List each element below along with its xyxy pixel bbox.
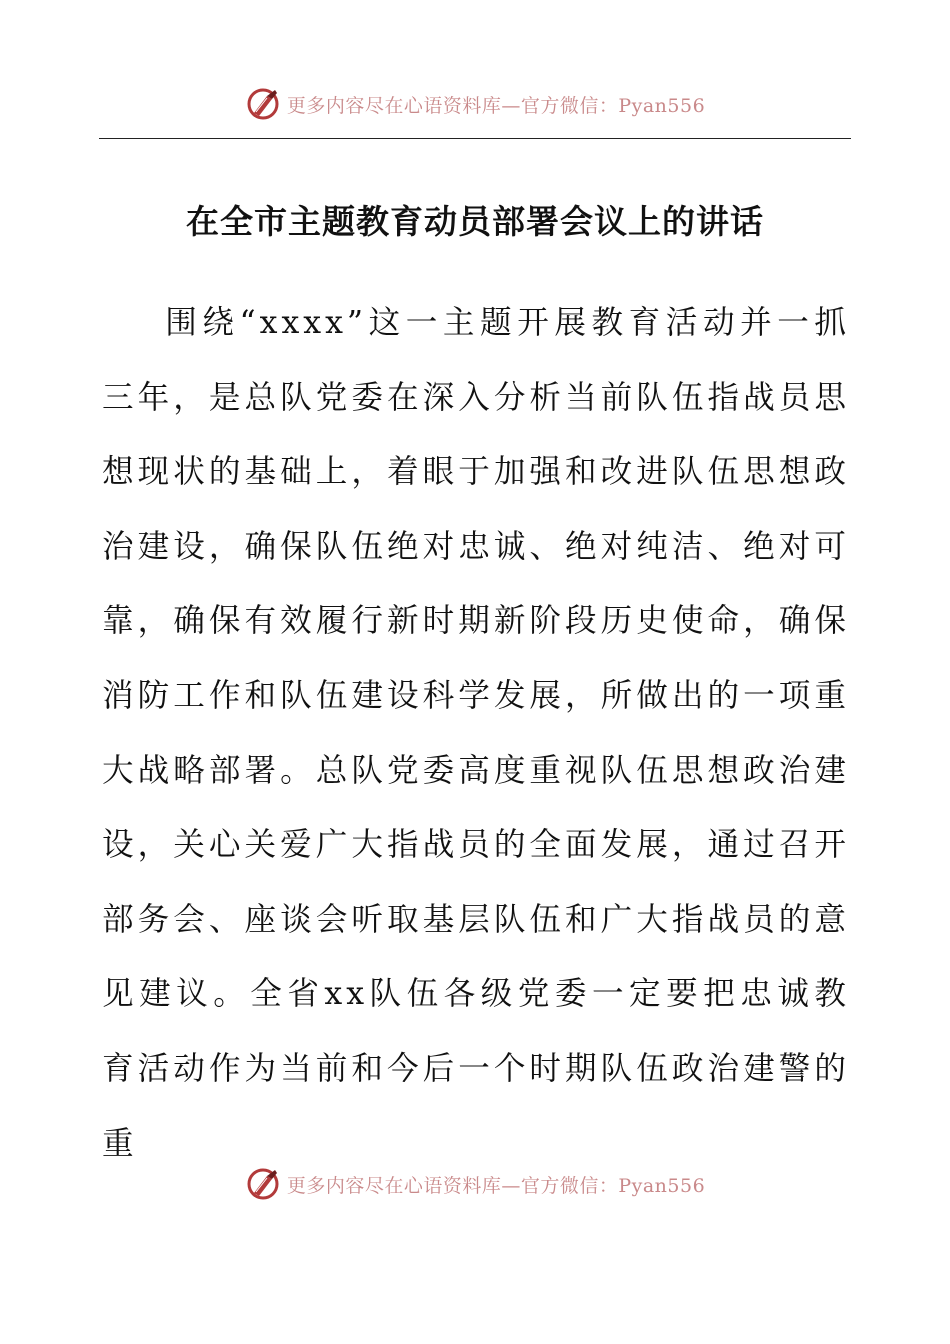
- document-title: 在全市主题教育动员部署会议上的讲话: [186, 202, 764, 241]
- footer-banner: [0, 1164, 950, 1204]
- header-divider: [99, 138, 851, 139]
- body-paragraph: 围绕“xxxx”这一主题开展教育活动并一抓三年，是总队党委在深入分析当前队伍指战员思想现状的基础上，着眼于加强和改进队伍思想政治建设，确保队伍绝对忠诚、绝对纯洁、绝对可靠，确保有效履行新时期新阶段历史使命，确保消防工作和队伍建设科学发展，所做出的一项重大战略部署。总队党委高度重视队伍思想政治建设，关心关爱广大指战员的全面发展，通过召开部务会、座谈会听取基层队伍和广大指战员的意见建议。全省xx队伍各级党委一定要把忠诚教育活动作为当前和今后一个时期队伍政治建警的重: [102, 305, 850, 1162]
- header-banner-text: 更多内容尽在心语资料库—官方微信：Pyan556: [286, 94, 706, 117]
- footer-banner-text: 更多内容尽在心语资料库—官方微信：Pyan556: [286, 1174, 706, 1197]
- pen-nib-logo-icon: [245, 86, 281, 122]
- header-banner: [0, 84, 950, 124]
- pen-nib-logo-icon: [245, 1166, 281, 1202]
